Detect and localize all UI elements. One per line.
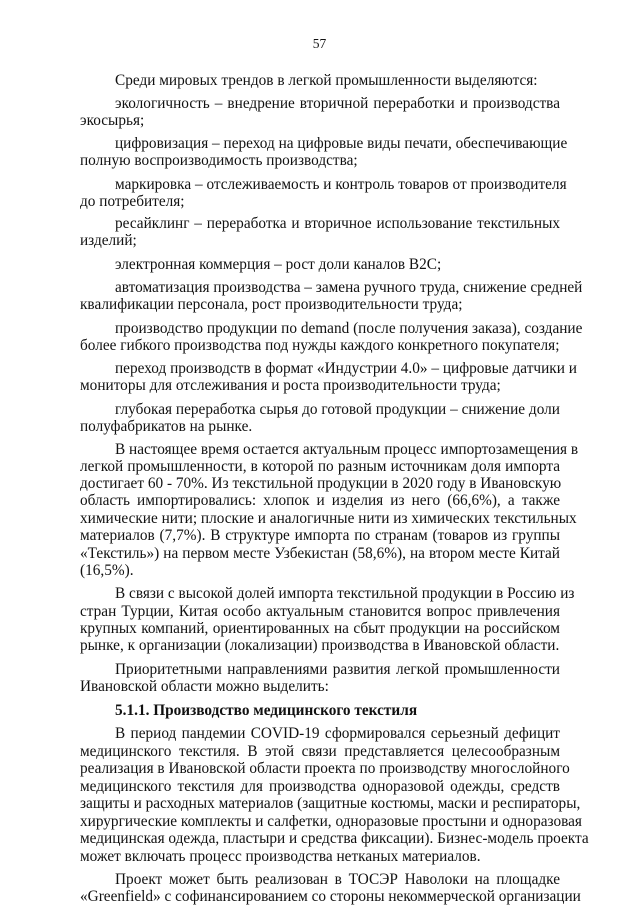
text-line: маркировка – отслеживаемость и контроль товаров от производителя	[115, 176, 567, 193]
text-line: медицинского текстиля. В этой связи представляется целесообразным	[80, 743, 560, 760]
text-line: «Текстиль») на первом месте Узбекистан (58,6%), на втором месте Китай	[80, 545, 560, 562]
text-line: защиты и расходных материалов (защитные костюмы, маски и респираторы,	[80, 795, 581, 812]
text-line: материалов (7,7%). В структуре импорта по странам (товаров из группы	[80, 527, 560, 544]
text-line: автоматизация производства – замена ручного труда, снижение средней	[115, 279, 583, 296]
text-line: медицинская одежда, пластыри и средства фиксации). Бизнес-модель проекта	[80, 830, 589, 847]
text-line: (16,5%).	[80, 562, 134, 579]
text-line: Приоритетными направлениями развития легкой промышленности	[115, 661, 560, 678]
text-line: достигает 60 - 70%. Из текстильной продукции в 2020 году в Ивановскую	[80, 475, 562, 492]
text-line: стран Турции, Китая особо актуальным становится вопрос привлечения	[80, 603, 560, 620]
text-line: переход производств в формат «Индустрии 4.0» – цифровые датчики и	[115, 360, 577, 377]
text-line: легкой промышленности, в которой по разным источникам доля импорта	[80, 458, 560, 475]
text-line: экосырья;	[80, 112, 145, 129]
text-line: хирургические комплекты и салфетки, одноразовые простыни и одноразовая	[80, 813, 582, 830]
page-number: 57	[312, 36, 327, 51]
text-line: медицинского текстиля для производства одноразовой одежды, средств	[80, 778, 560, 795]
text-line: полуфабрикатов на рынке.	[80, 418, 253, 435]
text-line: В настоящее время остается актуальным процесс импортозамещения в	[115, 441, 579, 458]
text-line: В связи с высокой долей импорта текстильной продукции в Россию из	[115, 585, 575, 602]
text-line: реализация в Ивановской области проекта по производству многослойного	[80, 760, 570, 777]
text-line: Проект может быть реализован в ТОСЭР Наволоки на площадке	[115, 871, 560, 888]
text-line: до потребителя;	[80, 193, 185, 210]
text-line: глубокая переработка сырья до готовой продукции – снижение доли	[115, 401, 560, 418]
text-line: рынке, к организации (локализации) производства в Ивановской области.	[80, 637, 560, 654]
text-line: производство продукции по demand (после получения заказа), создание	[115, 320, 583, 337]
text-line: экологичность – внедрение вторичной переработки и производства	[115, 95, 560, 112]
text-line: может включать процесс производства нетканых материалов.	[80, 848, 481, 865]
text-line: мониторы для отслеживания и роста производительности труда;	[80, 377, 501, 394]
text-line: Среди мировых трендов в легкой промышленности выделяются:	[115, 72, 538, 89]
text-line: «Greenfield» с софинансированием со стороны некоммерческой организации	[80, 888, 581, 905]
text-line: полную воспроизводимость производства;	[80, 152, 358, 169]
section-heading: 5.1.1. Производство медицинского текстиля	[115, 702, 418, 719]
text-line: область импортировались: хлопок и изделия из него (66,6%), а также	[80, 492, 560, 509]
text-line: квалификации персонала, рост производительности труда;	[80, 296, 463, 313]
text-line: цифровизация – переход на цифровые виды печати, обеспечивающие	[115, 135, 568, 152]
text-line: изделий;	[80, 232, 137, 249]
text-line: Ивановской области можно выделить:	[80, 678, 329, 695]
text-line: химические нити; плоские и аналогичные нити из химических текстильных	[80, 510, 577, 527]
text-line: электронная коммерция – рост доли каналов B2C;	[115, 256, 442, 273]
text-line: более гибкого производства под нужды каждого конкретного покупателя;	[80, 337, 560, 354]
text-line: крупных компаний, ориентированных на сбыт продукции на российском	[80, 620, 560, 637]
text-line: В период пандемии COVID-19 сформировался серьезный дефицит	[115, 725, 560, 742]
text-line: ресайклинг – переработка и вторичное использование текстильных	[115, 215, 560, 232]
